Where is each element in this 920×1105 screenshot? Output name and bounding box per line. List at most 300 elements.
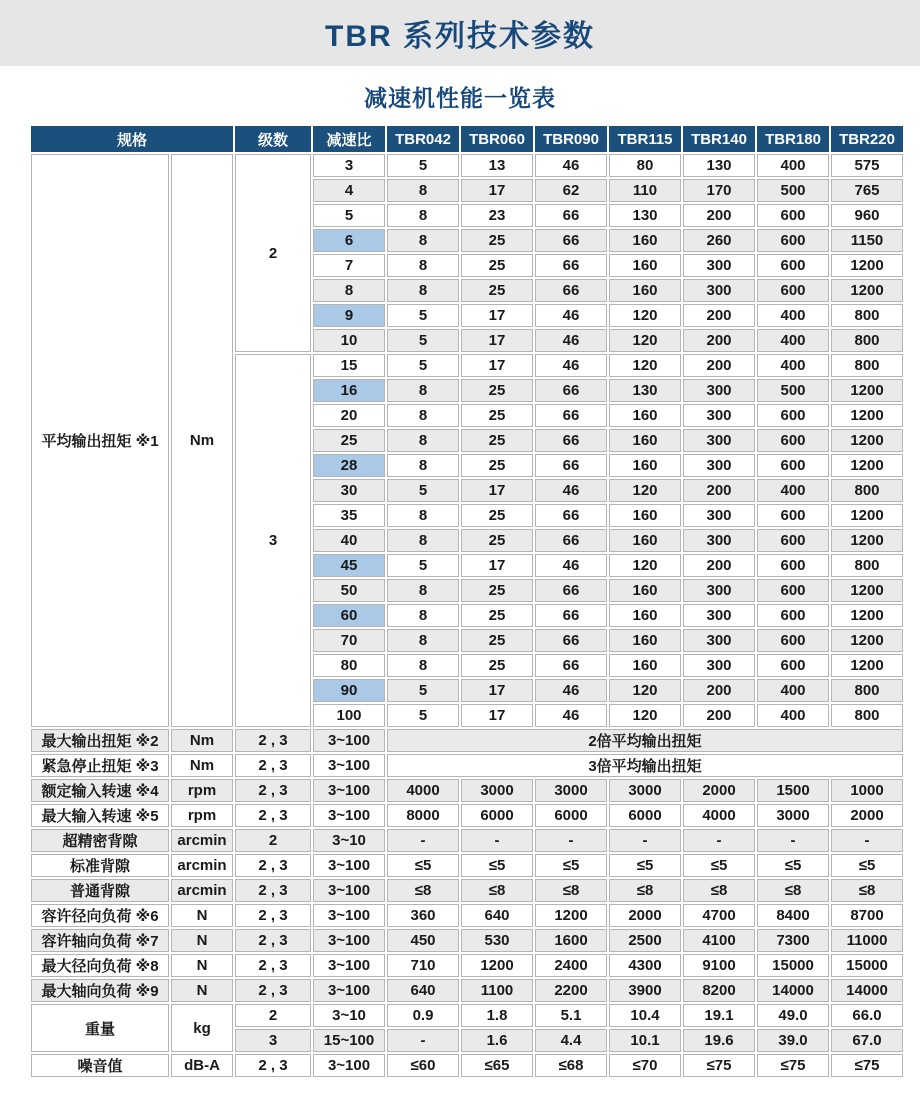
value-cell: 160 [609, 229, 681, 252]
value-cell: 400 [757, 304, 829, 327]
ratio-cell: 30 [313, 479, 385, 502]
value-cell: 1200 [831, 604, 903, 627]
column-header-stages: 级数 [235, 126, 311, 152]
value-cell: 1200 [831, 629, 903, 652]
ratio-cell: 80 [313, 654, 385, 677]
value-cell: 300 [683, 629, 755, 652]
unit-cell: dB-A [171, 1054, 233, 1077]
value-cell: 1200 [831, 279, 903, 302]
value-cell: 17 [461, 329, 533, 352]
ratio-cell: 3~100 [313, 854, 385, 877]
value-cell: 4.4 [535, 1029, 607, 1052]
value-cell: ≤5 [757, 854, 829, 877]
value-cell: 200 [683, 329, 755, 352]
unit-cell: rpm [171, 804, 233, 827]
value-cell: 25 [461, 379, 533, 402]
value-cell: 8 [387, 579, 459, 602]
value-cell: 25 [461, 279, 533, 302]
value-cell: - [609, 829, 681, 852]
unit-cell: N [171, 979, 233, 1002]
value-cell: 110 [609, 179, 681, 202]
value-cell: 6000 [461, 804, 533, 827]
value-cell: ≤5 [461, 854, 533, 877]
stage-cell: 2 , 3 [235, 879, 311, 902]
value-cell: 19.6 [683, 1029, 755, 1052]
value-cell: 17 [461, 554, 533, 577]
value-cell: 9100 [683, 954, 755, 977]
stage-cell: 3 [235, 354, 311, 727]
spec-label-cell: 最大轴向负荷 ※9 [31, 979, 169, 1002]
value-cell: 300 [683, 404, 755, 427]
table-row [31, 854, 903, 877]
value-cell: 8000 [387, 804, 459, 827]
value-cell: 160 [609, 254, 681, 277]
column-header-spec: 规格 [31, 126, 233, 152]
spec-label-cell: 普通背隙 [31, 879, 169, 902]
unit-cell: kg [171, 1004, 233, 1052]
value-cell: 400 [757, 154, 829, 177]
value-cell: 710 [387, 954, 459, 977]
value-cell: 600 [757, 454, 829, 477]
stage-cell: 2 , 3 [235, 1054, 311, 1077]
ratio-cell: 6 [313, 229, 385, 252]
ratio-cell: 60 [313, 604, 385, 627]
value-cell: 8 [387, 604, 459, 627]
value-cell: 17 [461, 304, 533, 327]
value-cell: 4000 [387, 779, 459, 802]
value-cell: 300 [683, 604, 755, 627]
value-cell: 2500 [609, 929, 681, 952]
value-cell: 120 [609, 679, 681, 702]
table-row [31, 954, 903, 977]
value-cell: 3900 [609, 979, 681, 1002]
value-cell: 3000 [609, 779, 681, 802]
table-header [31, 126, 903, 152]
value-cell: 1500 [757, 779, 829, 802]
value-cell: 530 [461, 929, 533, 952]
value-cell: 17 [461, 479, 533, 502]
value-cell: 160 [609, 454, 681, 477]
value-cell: 14000 [831, 979, 903, 1002]
value-cell: - [757, 829, 829, 852]
value-cell: 2000 [683, 779, 755, 802]
value-cell: 4300 [609, 954, 681, 977]
ratio-cell: 40 [313, 529, 385, 552]
value-cell: 2200 [535, 979, 607, 1002]
spec-label-cell: 容许径向负荷 ※6 [31, 904, 169, 927]
spec-label-cell: 标准背隙 [31, 854, 169, 877]
value-cell: 66 [535, 504, 607, 527]
table-row [31, 929, 903, 952]
spec-label-cell: 紧急停止扭矩 ※3 [31, 754, 169, 777]
value-cell: ≤60 [387, 1054, 459, 1077]
table-row [31, 154, 903, 177]
ratio-cell: 3~100 [313, 904, 385, 927]
value-cell: - [831, 829, 903, 852]
value-cell: 66 [535, 204, 607, 227]
value-cell: 120 [609, 354, 681, 377]
spec-label-cell: 最大径向负荷 ※8 [31, 954, 169, 977]
value-cell: 600 [757, 279, 829, 302]
value-cell: 600 [757, 654, 829, 677]
stage-cell: 3 [235, 1029, 311, 1052]
value-cell: - [535, 829, 607, 852]
value-cell: 1100 [461, 979, 533, 1002]
value-cell: 6000 [535, 804, 607, 827]
value-cell: 46 [535, 329, 607, 352]
value-cell: 25 [461, 654, 533, 677]
ratio-cell: 3~100 [313, 979, 385, 1002]
ratio-cell: 3~100 [313, 929, 385, 952]
value-cell: 8 [387, 454, 459, 477]
value-cell: 10.4 [609, 1004, 681, 1027]
ratio-cell: 3~100 [313, 754, 385, 777]
value-cell: 600 [757, 429, 829, 452]
value-cell: 300 [683, 529, 755, 552]
value-cell: 160 [609, 629, 681, 652]
unit-cell: Nm [171, 154, 233, 727]
ratio-cell: 90 [313, 679, 385, 702]
value-cell: 400 [757, 704, 829, 727]
unit-cell: N [171, 904, 233, 927]
value-cell: 575 [831, 154, 903, 177]
value-cell: 200 [683, 679, 755, 702]
value-cell: 200 [683, 204, 755, 227]
value-cell: 17 [461, 354, 533, 377]
value-cell: 120 [609, 329, 681, 352]
value-cell: 2000 [609, 904, 681, 927]
value-cell: 600 [757, 604, 829, 627]
value-cell: 300 [683, 579, 755, 602]
table-row [31, 1054, 903, 1077]
value-cell: 5 [387, 704, 459, 727]
ratio-cell: 3 [313, 154, 385, 177]
value-cell: 600 [757, 629, 829, 652]
value-cell: ≤5 [609, 854, 681, 877]
stage-cell: 2 , 3 [235, 779, 311, 802]
table-row [31, 1004, 903, 1027]
value-cell: 62 [535, 179, 607, 202]
value-cell: 1200 [461, 954, 533, 977]
title-band [0, 0, 920, 66]
value-cell: 25 [461, 604, 533, 627]
stage-cell: 2 , 3 [235, 954, 311, 977]
value-cell: 800 [831, 554, 903, 577]
value-cell: 66 [535, 379, 607, 402]
value-cell: 66 [535, 404, 607, 427]
value-cell: 46 [535, 679, 607, 702]
value-cell: 400 [757, 329, 829, 352]
span-value-cell: 3倍平均输出扭矩 [387, 754, 903, 777]
header-row [31, 126, 903, 152]
value-cell: 66 [535, 279, 607, 302]
table-row [31, 779, 903, 802]
value-cell: 600 [757, 254, 829, 277]
value-cell: - [387, 1029, 459, 1052]
value-cell: 800 [831, 704, 903, 727]
value-cell: 260 [683, 229, 755, 252]
spec-label-cell: 最大输入转速 ※5 [31, 804, 169, 827]
value-cell: 160 [609, 279, 681, 302]
value-cell: - [387, 829, 459, 852]
value-cell: 160 [609, 504, 681, 527]
value-cell: 5 [387, 329, 459, 352]
ratio-cell: 8 [313, 279, 385, 302]
value-cell: 10.1 [609, 1029, 681, 1052]
value-cell: 120 [609, 479, 681, 502]
value-cell: 25 [461, 629, 533, 652]
value-cell: 1.8 [461, 1004, 533, 1027]
value-cell: 1200 [831, 379, 903, 402]
span-value-cell: 2倍平均输出扭矩 [387, 729, 903, 752]
value-cell: 8 [387, 229, 459, 252]
value-cell: 66 [535, 454, 607, 477]
value-cell: 500 [757, 379, 829, 402]
ratio-cell: 4 [313, 179, 385, 202]
ratio-cell: 28 [313, 454, 385, 477]
value-cell: 160 [609, 579, 681, 602]
value-cell: 8400 [757, 904, 829, 927]
value-cell: 130 [683, 154, 755, 177]
ratio-cell: 3~100 [313, 954, 385, 977]
value-cell: 25 [461, 229, 533, 252]
value-cell: 130 [609, 204, 681, 227]
unit-cell: arcmin [171, 829, 233, 852]
value-cell: 8 [387, 429, 459, 452]
value-cell: 66 [535, 604, 607, 627]
value-cell: 46 [535, 304, 607, 327]
value-cell: 8 [387, 254, 459, 277]
ratio-cell: 3~100 [313, 879, 385, 902]
value-cell: 8 [387, 629, 459, 652]
value-cell: ≤8 [831, 879, 903, 902]
value-cell: 160 [609, 604, 681, 627]
unit-cell: arcmin [171, 879, 233, 902]
spec-label-cell: 平均输出扭矩 ※1 [31, 154, 169, 727]
value-cell: 200 [683, 304, 755, 327]
table-row [31, 829, 903, 852]
value-cell: 1200 [831, 654, 903, 677]
value-cell: 13 [461, 154, 533, 177]
value-cell: ≤75 [831, 1054, 903, 1077]
value-cell: 8700 [831, 904, 903, 927]
value-cell: 8 [387, 204, 459, 227]
value-cell: 160 [609, 529, 681, 552]
value-cell: 23 [461, 204, 533, 227]
value-cell: 800 [831, 479, 903, 502]
value-cell: 25 [461, 579, 533, 602]
table-body [31, 154, 903, 1077]
value-cell: 300 [683, 654, 755, 677]
column-header-tbr042: TBR042 [387, 126, 459, 152]
ratio-cell: 16 [313, 379, 385, 402]
value-cell: 500 [757, 179, 829, 202]
value-cell: 17 [461, 179, 533, 202]
value-cell: 640 [387, 979, 459, 1002]
value-cell: 300 [683, 254, 755, 277]
value-cell: 46 [535, 154, 607, 177]
value-cell: ≤70 [609, 1054, 681, 1077]
value-cell: 1200 [831, 429, 903, 452]
unit-cell: N [171, 954, 233, 977]
value-cell: - [461, 829, 533, 852]
value-cell: 170 [683, 179, 755, 202]
unit-cell: arcmin [171, 854, 233, 877]
value-cell: 17 [461, 704, 533, 727]
value-cell: 6000 [609, 804, 681, 827]
stage-cell: 2 , 3 [235, 904, 311, 927]
value-cell: 25 [461, 404, 533, 427]
value-cell: 5 [387, 554, 459, 577]
value-cell: ≤8 [461, 879, 533, 902]
value-cell: ≤8 [609, 879, 681, 902]
ratio-cell: 50 [313, 579, 385, 602]
value-cell: 8 [387, 404, 459, 427]
value-cell: 300 [683, 379, 755, 402]
value-cell: 765 [831, 179, 903, 202]
ratio-cell: 10 [313, 329, 385, 352]
value-cell: 49.0 [757, 1004, 829, 1027]
value-cell: 1200 [535, 904, 607, 927]
column-header-tbr090: TBR090 [535, 126, 607, 152]
value-cell: 800 [831, 329, 903, 352]
value-cell: 1200 [831, 579, 903, 602]
ratio-cell: 100 [313, 704, 385, 727]
stage-cell: 2 , 3 [235, 979, 311, 1002]
spec-label-cell: 容许轴向负荷 ※7 [31, 929, 169, 952]
ratio-cell: 3~10 [313, 829, 385, 852]
value-cell: 160 [609, 404, 681, 427]
value-cell: 4100 [683, 929, 755, 952]
value-cell: 1.6 [461, 1029, 533, 1052]
stage-cell: 2 , 3 [235, 754, 311, 777]
value-cell: 360 [387, 904, 459, 927]
ratio-cell: 7 [313, 254, 385, 277]
value-cell: 600 [757, 404, 829, 427]
spec-label-cell: 最大输出扭矩 ※2 [31, 729, 169, 752]
value-cell: 120 [609, 554, 681, 577]
value-cell: 46 [535, 554, 607, 577]
ratio-cell: 15~100 [313, 1029, 385, 1052]
ratio-cell: 70 [313, 629, 385, 652]
column-header-tbr060: TBR060 [461, 126, 533, 152]
table-row [31, 754, 903, 777]
value-cell: 600 [757, 554, 829, 577]
ratio-cell: 35 [313, 504, 385, 527]
value-cell: 400 [757, 479, 829, 502]
value-cell: 0.9 [387, 1004, 459, 1027]
value-cell: 8 [387, 379, 459, 402]
stage-cell: 2 , 3 [235, 854, 311, 877]
value-cell: 2400 [535, 954, 607, 977]
ratio-cell: 20 [313, 404, 385, 427]
value-cell: 14000 [757, 979, 829, 1002]
value-cell: 1200 [831, 529, 903, 552]
value-cell: 80 [609, 154, 681, 177]
value-cell: ≤8 [535, 879, 607, 902]
value-cell: 8 [387, 279, 459, 302]
value-cell: 400 [757, 679, 829, 702]
value-cell: 8 [387, 529, 459, 552]
value-cell: 1000 [831, 779, 903, 802]
value-cell: 200 [683, 479, 755, 502]
stage-cell: 2 [235, 154, 311, 352]
value-cell: 3000 [757, 804, 829, 827]
value-cell: ≤8 [757, 879, 829, 902]
value-cell: 25 [461, 254, 533, 277]
table-row [31, 729, 903, 752]
value-cell: 130 [609, 379, 681, 402]
value-cell: 25 [461, 529, 533, 552]
ratio-cell: 15 [313, 354, 385, 377]
value-cell: 11000 [831, 929, 903, 952]
value-cell: 7300 [757, 929, 829, 952]
ratio-cell: 25 [313, 429, 385, 452]
value-cell: 8 [387, 654, 459, 677]
value-cell: ≤65 [461, 1054, 533, 1077]
value-cell: ≤75 [683, 1054, 755, 1077]
value-cell: 600 [757, 579, 829, 602]
value-cell: ≤75 [757, 1054, 829, 1077]
stage-cell: 2 , 3 [235, 804, 311, 827]
value-cell: 1150 [831, 229, 903, 252]
value-cell: 200 [683, 354, 755, 377]
value-cell: 160 [609, 429, 681, 452]
value-cell: 300 [683, 454, 755, 477]
value-cell: 600 [757, 529, 829, 552]
unit-cell: Nm [171, 729, 233, 752]
page-subtitle: 减速机性能一览表 [364, 85, 556, 111]
value-cell: 66 [535, 529, 607, 552]
value-cell: 5 [387, 679, 459, 702]
value-cell: 4000 [683, 804, 755, 827]
value-cell: 39.0 [757, 1029, 829, 1052]
value-cell: 15000 [757, 954, 829, 977]
value-cell: 600 [757, 204, 829, 227]
value-cell: ≤8 [387, 879, 459, 902]
value-cell: - [683, 829, 755, 852]
ratio-cell: 3~100 [313, 1054, 385, 1077]
value-cell: ≤5 [831, 854, 903, 877]
table-row [31, 879, 903, 902]
column-header-tbr140: TBR140 [683, 126, 755, 152]
value-cell: 600 [757, 229, 829, 252]
value-cell: 600 [757, 504, 829, 527]
value-cell: 5.1 [535, 1004, 607, 1027]
value-cell: 25 [461, 454, 533, 477]
ratio-cell: 3~100 [313, 804, 385, 827]
value-cell: ≤5 [535, 854, 607, 877]
value-cell: 1200 [831, 254, 903, 277]
value-cell: 1600 [535, 929, 607, 952]
table-row [31, 979, 903, 1002]
value-cell: ≤5 [683, 854, 755, 877]
value-cell: 66 [535, 254, 607, 277]
value-cell: 450 [387, 929, 459, 952]
value-cell: 200 [683, 704, 755, 727]
spec-label-cell: 超精密背隙 [31, 829, 169, 852]
stage-cell: 2 , 3 [235, 729, 311, 752]
value-cell: 8200 [683, 979, 755, 1002]
value-cell: ≤68 [535, 1054, 607, 1077]
stage-cell: 2 [235, 1004, 311, 1027]
page-title: TBR 系列技术参数 [325, 20, 595, 53]
value-cell: 3000 [535, 779, 607, 802]
value-cell: 5 [387, 479, 459, 502]
value-cell: 800 [831, 354, 903, 377]
value-cell: 300 [683, 279, 755, 302]
value-cell: 200 [683, 554, 755, 577]
